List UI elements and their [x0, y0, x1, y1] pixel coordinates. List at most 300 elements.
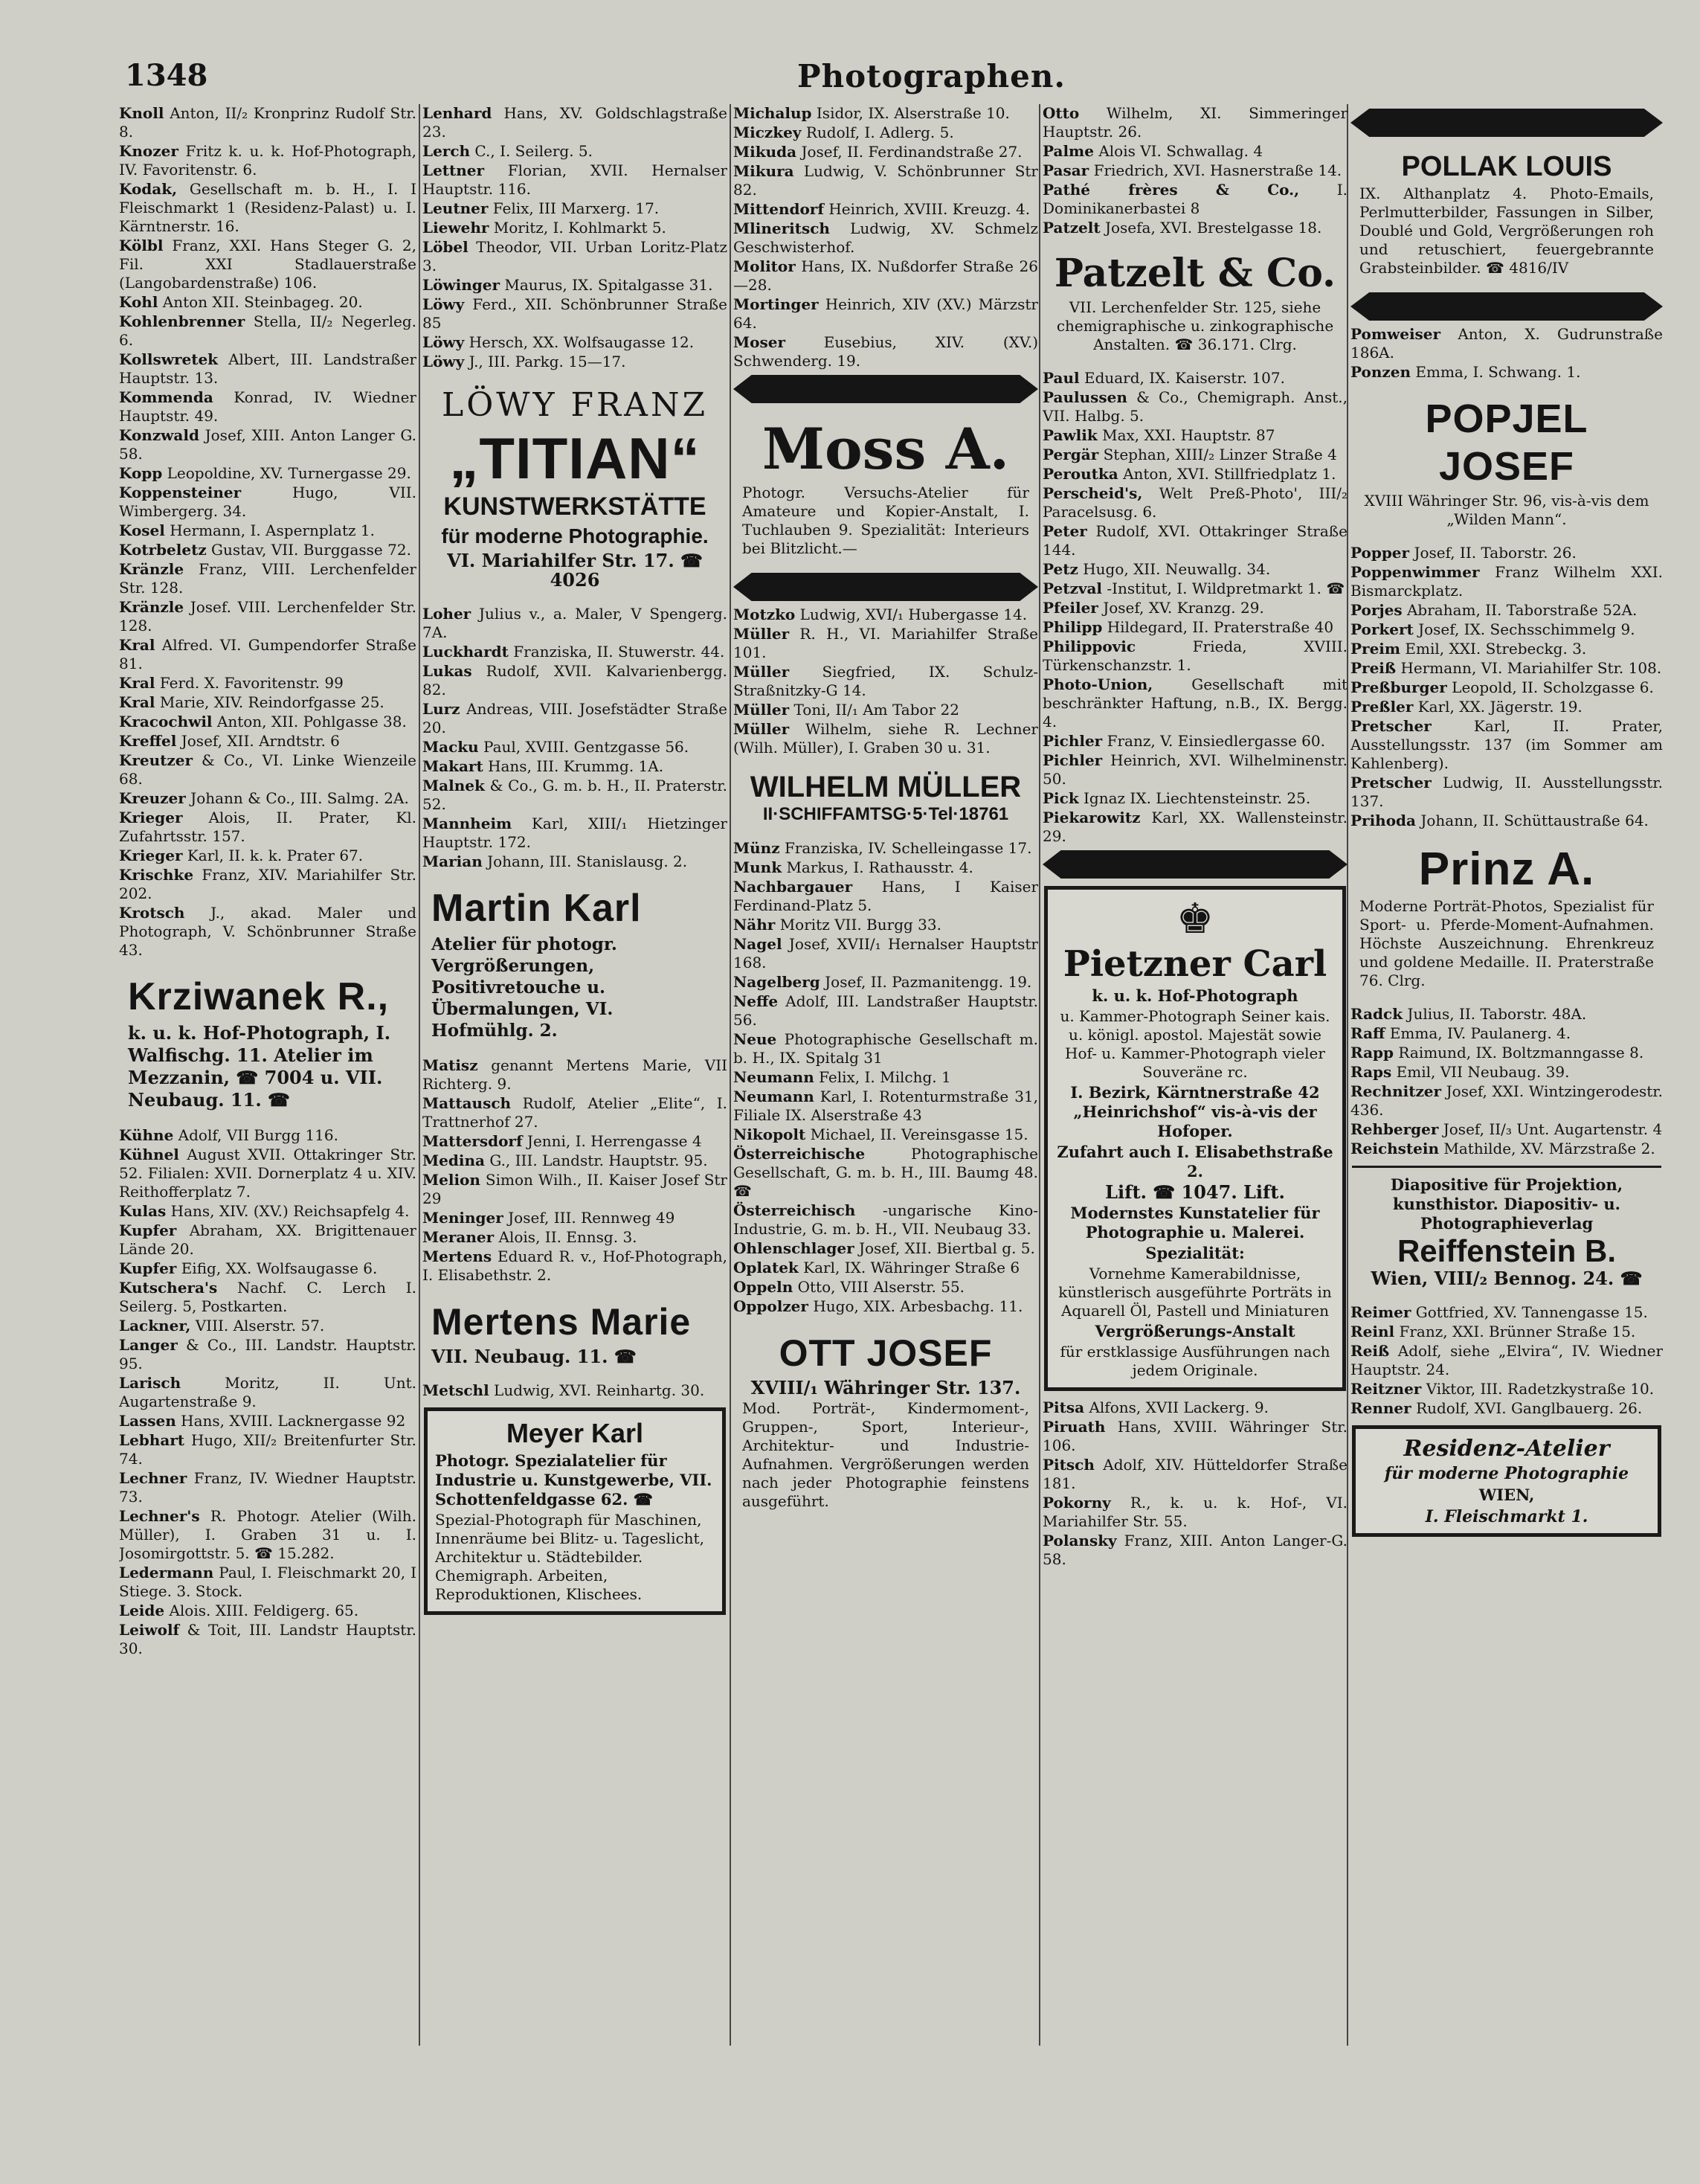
entry-name: Lerch [422, 142, 471, 160]
directory-entry [1043, 219, 1348, 237]
entry-name: Oppeln [733, 1278, 793, 1296]
directory-entry [1043, 599, 1348, 617]
column-4 [1043, 104, 1348, 2157]
entry-list [119, 1126, 416, 1658]
entry-name: Münz [733, 839, 780, 857]
entry-name: Mittendorf [733, 200, 824, 218]
ad-mertens [424, 1292, 726, 1374]
entry-details: Leopoldine, XV. Turnergasse 29. [167, 464, 411, 482]
directory-entry [119, 866, 416, 903]
directory-entry [1350, 717, 1663, 773]
ad-title: Mertens Marie [431, 1301, 692, 1343]
entry-details: & Co., VI. Linke Wienzeile 68. [119, 751, 416, 788]
entry-details: Adolf, VII Burgg 116. [178, 1126, 338, 1144]
directory-entry [733, 257, 1038, 295]
entry-name: Österreichisch [733, 1201, 856, 1219]
directory-entry [1350, 1120, 1663, 1139]
entry-name: Neumann [733, 1088, 814, 1105]
entry-name: Löwy [422, 295, 465, 313]
entry-name: Müller [733, 625, 790, 643]
ad-krziwanek [120, 967, 415, 1119]
ad-titian [424, 379, 726, 597]
directory-entry [119, 636, 416, 673]
entry-name: Poppenwimmer [1350, 563, 1480, 581]
ad-text: Photogr. Versuchs-Atelier für Amateure und Kopier-Anstalt, I. Tuchlauben 9. Spezialität: Interieurs bei Blitzlicht.— [742, 484, 1029, 557]
entry-details: Johann, III. Stanislausg. 2. [487, 852, 688, 870]
entry-name: Macku [422, 738, 479, 756]
ad-line: KUNSTWERKSTÄTTE [443, 492, 706, 521]
entry-name: Kral [119, 693, 155, 711]
directory-entry [733, 878, 1038, 915]
ad-address: I. Fleischmarkt 1. [1425, 1507, 1588, 1526]
entry-name: Kommenda [119, 388, 213, 406]
entry-details: Josef, XII. Arndtstr. 6 [181, 732, 340, 750]
entry-details: Mathilde, XV. Märzstraße 2. [1443, 1140, 1655, 1157]
ornament-bar [1350, 109, 1663, 137]
directory-entry [119, 904, 416, 960]
entry-name: Kosel [119, 521, 165, 539]
directory-entry [1350, 563, 1663, 600]
directory-entry [119, 464, 416, 483]
entry-details: G., III. Landstr. Hauptstr. 95. [489, 1152, 708, 1169]
entry-details: Andreas, VIII. Josefstädter Straße 20. [422, 700, 727, 736]
entry-name: Palme [1043, 142, 1094, 160]
column-5 [1350, 104, 1663, 2157]
entry-details: C., I. Seilerg. 5. [474, 142, 593, 160]
entry-name: Perscheid's, [1043, 484, 1143, 502]
directory-entry [1043, 388, 1348, 425]
directory-entry [119, 1202, 416, 1221]
directory-entry [1350, 659, 1663, 678]
entry-details: Siegfried, IX. Schulz-Straßnitzky-G 14. [733, 663, 1038, 699]
entry-details: Gustav, VII. Burggasse 72. [211, 541, 411, 559]
directory-entry [119, 789, 416, 808]
entry-name: Neumann [733, 1068, 814, 1086]
entry-list [1043, 104, 1348, 237]
entry-details: Ludwig, XVI. Reinhartg. 30. [494, 1381, 705, 1399]
ornament-bar [1043, 850, 1348, 879]
entry-name: Paul [1043, 369, 1080, 387]
entry-list [1043, 1398, 1348, 1569]
entry-name: Polansky [1043, 1532, 1117, 1549]
entry-name: Mannheim [422, 815, 512, 832]
entry-name: Rechnitzer [1350, 1082, 1442, 1100]
entry-details: Franz Wilhelm XXI. Bismarckplatz. [1350, 563, 1663, 600]
directory-entry [422, 1056, 727, 1093]
ad-line: VI. Mariahilfer Str. 17. ☎ 4026 [447, 550, 703, 591]
directory-entry [119, 388, 416, 425]
entry-details: Alois, II. Prater, Kl. Zufahrtsstr. 157. [119, 809, 416, 845]
entry-details: Gesellschaft mit beschränkter Haftung, n.B., IX. Bergg. 4. [1043, 675, 1348, 730]
directory-entry [733, 973, 1038, 992]
directory-entry [422, 1209, 727, 1227]
entry-list [733, 104, 1038, 370]
entry-name: Mattersdorf [422, 1132, 523, 1150]
entry-list [422, 605, 727, 871]
page-title: Photographen. [797, 58, 1066, 94]
entry-details: Konrad, IV. Wiedner Hauptstr. 49. [119, 388, 416, 425]
directory-entry [119, 1374, 416, 1411]
entry-details: VIII. Alserstr. 57. [195, 1317, 325, 1335]
entry-name: Meninger [422, 1209, 503, 1227]
directory-entry [422, 605, 727, 642]
entry-name: Ponzen [1350, 363, 1411, 381]
directory-entry [1350, 1303, 1663, 1322]
directory-entry [733, 143, 1038, 161]
entry-name: Reimer [1350, 1303, 1411, 1321]
entry-details: Adolf, XIV. Hütteldorfer Straße 181. [1043, 1456, 1348, 1492]
ad-moss [735, 411, 1037, 565]
entry-details: Albert, III. Landstraßer Hauptstr. 13. [119, 350, 416, 387]
entry-details: Rudolf, XVI. Ottakringer Straße 144. [1043, 522, 1348, 559]
entry-details: Anton, II/₂ Kronprinz Rudolf Str. 8. [119, 104, 416, 141]
directory-entry [422, 777, 727, 814]
entry-details: R. Photogr. Atelier (Wilh. Müller), I. Graben 31 u. I. Josomirgottstr. 5. ☎ 15.282. [119, 1507, 416, 1562]
entry-name: Reiß [1350, 1342, 1390, 1360]
entry-name: Krieger [119, 847, 183, 864]
entry-details: Franz, XIII. Anton Langer-G. 58. [1043, 1532, 1348, 1568]
entry-name: Knoll [119, 104, 164, 122]
entry-name: Löbel [422, 238, 469, 256]
directory-entry [1043, 560, 1348, 579]
entry-details: Hermann, VI. Mariahilfer Str. 108. [1400, 659, 1662, 677]
ad-text: Vornehme Kamerabildnisse, künstlerisch ausgeführte Porträts in Aquarell Öl, Pastell und Miniaturen [1058, 1265, 1332, 1320]
entry-details: Franz, V. Einsiedlergasse 60. [1107, 732, 1325, 750]
entry-details: Wilhelm, siehe R. Lechner (Wilh. Müller), I. Graben 30 u. 31. [733, 720, 1038, 757]
entry-list [422, 104, 727, 371]
directory-entry [1043, 809, 1348, 846]
entry-details: Hugo, XII. Neuwallg. 34. [1083, 560, 1271, 578]
entry-list [422, 1056, 727, 1285]
entry-details: Karl, II. Prater, Ausstellungsstr. 137 (im Sommer am Kahlenberg). [1350, 717, 1663, 772]
entry-name: Peter [1043, 522, 1087, 540]
directory-entry [119, 293, 416, 312]
entry-name: Müller [733, 720, 790, 738]
entry-details: Josef. VIII. Lerchenfelder Str. 128. [119, 598, 416, 635]
ad-title: Krziwanek R., [128, 975, 390, 1018]
entry-name: Ledermann [119, 1564, 214, 1581]
ad-pollak [1352, 144, 1661, 285]
ad-address: Wien, VIII/₂ Bennog. 24. ☎ [1371, 1268, 1643, 1289]
entry-details: Ludwig, II. Ausstellungsstr. 137. [1350, 774, 1663, 810]
entry-list [733, 839, 1038, 1316]
directory-entry [733, 333, 1038, 370]
directory-entry [422, 1171, 727, 1208]
directory-entry [119, 713, 416, 731]
directory-entry [733, 1259, 1038, 1277]
entry-details: Josef, XII. Biertbal g. 5. [858, 1239, 1035, 1257]
ad-meyer [424, 1407, 726, 1615]
ad-text: für moderne Photographie [1384, 1464, 1629, 1483]
entry-name: Marian [422, 852, 483, 870]
entry-details: Ludwig, V. Schönbrunner Str 82. [733, 162, 1038, 199]
entry-details: Otto, VIII Alserstr. 55. [797, 1278, 965, 1296]
entry-name: Neffe [733, 992, 779, 1010]
entry-name: Molitor [733, 257, 796, 275]
ad-text: Mod. Porträt-, Kindermoment-, Gruppen-, Sport, Interieur-, Architektur- und Industrie-Aufnahmen. Vergrößerungen werden nach jeder Photographie feinstens ausgeführt. [742, 1399, 1029, 1510]
entry-name: Krotsch [119, 904, 185, 922]
entry-details: Photographische Gesellschaft m. b. H., IX. Spitalg 31 [733, 1030, 1038, 1067]
entry-name: Lenhard [422, 104, 492, 122]
entry-name: Raps [1350, 1063, 1392, 1081]
entry-name: Koppensteiner [119, 484, 242, 501]
directory-entry [733, 992, 1038, 1030]
entry-details: Paul, XVIII. Gentzgasse 56. [483, 738, 689, 756]
entry-details: Moritz VII. Burgg 33. [779, 916, 941, 934]
entry-details: Ferd. X. Favoritenstr. 99 [159, 674, 344, 692]
entry-name: Pichler [1043, 751, 1103, 769]
entry-name: Patzelt [1043, 219, 1101, 237]
entry-name: Makart [422, 757, 483, 775]
entry-name: Larisch [119, 1374, 181, 1392]
entry-name: Leide [119, 1602, 165, 1619]
entry-details: & Co., Chemigraph. Anst., VII. Halbg. 5. [1043, 388, 1348, 425]
entry-details: Emil, VII Neubaug. 39. [1396, 1063, 1570, 1081]
entry-name: Löwy [422, 353, 465, 370]
entry-name: Kodak, [119, 180, 178, 198]
entry-details: Markus, I. Rathausstr. 4. [786, 858, 973, 876]
entry-details: Karl, XIII/₁ Hietzinger Hauptstr. 172. [422, 815, 727, 851]
entry-details: Rudolf, XVII. Kalvarienbergg. 82. [422, 662, 727, 698]
directory-entry [119, 350, 416, 388]
entry-details: Johann & Co., III. Salmg. 2A. [190, 789, 409, 807]
entry-name: Lurz [422, 700, 460, 718]
directory-entry [1043, 1494, 1348, 1531]
entry-details: Theodor, VII. Urban Loritz-Platz 3. [422, 238, 727, 274]
entry-details: Franziska, IV. Schelleingasse 17. [784, 839, 1032, 857]
entry-details: Franz, XXI. Brünner Straße 15. [1399, 1323, 1636, 1340]
entry-name: Nagelberg [733, 973, 820, 991]
directory-entry [733, 625, 1038, 662]
entry-name: Müller [733, 663, 790, 681]
entry-details: Josef, II/₃ Unt. Augartenstr. 4 [1443, 1120, 1663, 1138]
directory-entry [1350, 1063, 1663, 1082]
ad-prinz [1352, 838, 1661, 998]
entry-details: Josef, II. Pazmanitengg. 19. [825, 973, 1032, 991]
entry-details: Anton XII. Steinbageg. 20. [162, 293, 363, 311]
directory-entry [1043, 1418, 1348, 1455]
entry-name: Pichler [1043, 732, 1103, 750]
directory-entry [733, 1278, 1038, 1297]
ad-title: Meyer Karl [506, 1418, 644, 1448]
entry-details: Felix, III Marxerg. 17. [492, 199, 660, 217]
entry-details: Maurus, IX. Spitalgasse 31. [504, 276, 713, 294]
entry-name: Pretscher [1350, 717, 1432, 735]
entry-details: Welt Preß-Photo', III/₂ Paracelsusg. 6. [1043, 484, 1348, 521]
directory-entry [733, 916, 1038, 934]
directory-entry [733, 663, 1038, 700]
directory-entry [733, 200, 1038, 219]
entry-details: Emil, XXI. Strebeckg. 3. [1405, 640, 1587, 658]
entry-name: Kulas [119, 1202, 167, 1220]
entry-name: Lechner [119, 1469, 187, 1487]
entry-details: Michael, II. Vereinsgasse 15. [810, 1125, 1028, 1143]
ad-title: Residenz-Atelier [1403, 1436, 1610, 1462]
ad-text: VII. Lerchenfelder Str. 125, siehe chemigraphische u. zinkographische Anstalten. ☎ 36.171. Clrg. [1056, 298, 1334, 353]
entry-name: Langer [119, 1336, 178, 1354]
directory-entry [422, 199, 727, 218]
directory-entry [119, 1412, 416, 1430]
directory-entry [1350, 678, 1663, 697]
entry-list [1350, 544, 1663, 830]
entry-details: Toni, II/₁ Am Tabor 22 [793, 701, 959, 719]
entry-name: Preßburger [1350, 678, 1447, 696]
entry-details: & Co., G. m. b. H., II. Praterstr. 52. [422, 777, 727, 813]
ad-title: Pietzner Carl [1063, 943, 1327, 985]
entry-details: Eduard R. v., Hof-Photograph, I. Elisabethstr. 2. [422, 1247, 727, 1284]
directory-entry [733, 1145, 1038, 1201]
entry-name: Pomweiser [1350, 325, 1441, 343]
entry-details: Moritz, II. Unt. Augartenstraße 9. [119, 1374, 416, 1410]
entry-details: Max, XXI. Hauptstr. 87 [1102, 426, 1275, 444]
entry-name: Krieger [119, 809, 183, 826]
entry-details: Friedrich, XVI. Hasnerstraße 14. [1093, 161, 1342, 179]
entry-details: Adolf, siehe „Elvira“, IV. Wiedner Hauptstr. 24. [1350, 1342, 1663, 1378]
ad-pietzner [1044, 886, 1346, 1391]
ad-line: für moderne Photographie. [441, 524, 709, 547]
entry-details: August XVII. Ottakringer Str. 52. Filialen: XVII. Dornerplatz 4 u. XIV. Reithofferplatz 7. [119, 1146, 416, 1201]
directory-entry [422, 643, 727, 661]
entry-details: Heinrich, XVIII. Kreuzg. 4. [828, 200, 1031, 218]
entry-details: Hans, I Kaiser Ferdinand-Platz 5. [733, 878, 1038, 914]
directory-entry [422, 815, 727, 852]
directory-entry [1350, 1024, 1663, 1043]
ornament-bar [733, 573, 1038, 601]
directory-entry [422, 738, 727, 757]
ad-text: VII. Neubaug. 11. ☎ [431, 1346, 637, 1367]
ad-wilhelm-mueller [735, 765, 1037, 832]
entry-details: & Toit, III. Landstr Hauptstr. 30. [119, 1621, 416, 1657]
ad-heading: Spezialität: [1145, 1244, 1245, 1262]
entry-name: Mlineritsch [733, 219, 830, 237]
entry-details: Rudolf, Atelier „Elite“, I. Trattnerhof 27. [422, 1094, 727, 1131]
directory-entry [1043, 789, 1348, 808]
directory-entry [1043, 181, 1348, 218]
directory-entry [733, 1030, 1038, 1067]
entry-details: Ignaz IX. Liechtensteinstr. 25. [1084, 789, 1311, 807]
directory-entry [733, 1088, 1038, 1125]
entry-details: Emma, IV. Paulanerg. 4. [1389, 1024, 1571, 1042]
entry-name: Piekarowitz [1043, 809, 1141, 826]
directory-entry [1350, 620, 1663, 639]
entry-details: Frieda, XVIII. Türkenschanzstr. 1. [1043, 637, 1348, 674]
directory-entry [1043, 161, 1348, 180]
entry-name: Luckhardt [422, 643, 509, 661]
entry-details: -ungarische Kino-Industrie, G. m. b. H., VII. Neubaug 33. [733, 1201, 1038, 1238]
directory-entry [119, 560, 416, 597]
entry-name: Preim [1350, 640, 1401, 658]
directory-entry [733, 1125, 1038, 1144]
directory-entry [1043, 426, 1348, 445]
directory-entry [733, 162, 1038, 199]
entry-name: Lebhart [119, 1431, 185, 1449]
entry-name: Lukas [422, 662, 472, 680]
directory-entry [1043, 446, 1348, 464]
entry-name: Reichstein [1350, 1140, 1440, 1157]
directory-entry [1350, 698, 1663, 716]
entry-name: Kreuzer [119, 789, 186, 807]
entry-details: Wilhelm, XI. Simmeringer Hauptstr. 26. [1043, 104, 1348, 141]
entry-details: Josef, III. Rennweg 49 [508, 1209, 675, 1227]
entry-list [1350, 1303, 1663, 1418]
entry-name: Konzwald [119, 426, 199, 444]
entry-name: Kühne [119, 1126, 174, 1144]
entry-name: Raff [1350, 1024, 1385, 1042]
entry-details: Julius v., a. Maler, V Spengerg. 7A. [422, 605, 727, 641]
entry-details: Anton, X. Gudrunstraße 186A. [1350, 325, 1663, 362]
directory-entry [422, 142, 727, 161]
entry-name: Nachbargauer [733, 878, 853, 896]
page-number: 1348 [125, 58, 208, 93]
directory-entry [1043, 675, 1348, 731]
entry-name: Michalup [733, 104, 812, 122]
column-3 [733, 104, 1038, 2157]
directory-entry [119, 1621, 416, 1658]
entry-name: Pretscher [1350, 774, 1432, 791]
directory-entry [733, 1239, 1038, 1258]
entry-name: Kotrbeletz [119, 541, 207, 559]
entry-details: R., k. u. k. Hof-, VI. Mariahilfer Str. 55. [1043, 1494, 1348, 1530]
directory-entry [119, 1564, 416, 1601]
entry-name: Pokorny [1043, 1494, 1111, 1512]
entry-name: Photo-Union, [1043, 675, 1153, 693]
directory-entry [119, 847, 416, 865]
entry-details: Franz, IV. Wiedner Hauptstr. 73. [119, 1469, 416, 1506]
directory-entry [733, 295, 1038, 333]
ad-address: I. Bezirk, Kärntnerstraße 42 „Heinrichshof“ vis-à-vis der Hofoper. [1070, 1083, 1320, 1140]
entry-name: Kohl [119, 293, 158, 311]
ad-residenz [1352, 1425, 1661, 1537]
entry-name: Kühnel [119, 1146, 179, 1163]
ad-text: Moderne Porträt-Photos, Spezialist für Sport- u. Pferde-Moment-Aufnahmen. Höchste Auszeichnung. Ehrenkreuz und goldene Medaille. II. Praterstraße 76. Clrg. [1359, 897, 1654, 989]
directory-entry [1043, 465, 1348, 484]
ad-address: XVIII/₁ Währinger Str. 137. [750, 1377, 1021, 1398]
entry-details: Leopold, II. Scholzgasse 6. [1452, 678, 1654, 696]
entry-details: Rudolf, I. Adlerg. 5. [805, 123, 954, 141]
entry-name: Kracochwil [119, 713, 213, 730]
entry-name: Kränzle [119, 598, 184, 616]
entry-details: Abraham, XX. Brigittenauer Lände 20. [119, 1221, 416, 1258]
entry-details: Karl, IX. Währinger Straße 6 [803, 1259, 1020, 1276]
entry-details: Josef, XV. Kranzg. 29. [1103, 599, 1264, 617]
entry-name: Pitsa [1043, 1398, 1085, 1416]
directory-entry [422, 161, 727, 199]
entry-details: -Institut, I. Wildpretmarkt 1. ☎ [1107, 579, 1345, 597]
entry-details: Julius, II. Taborstr. 48A. [1407, 1005, 1587, 1023]
entry-name: Löwinger [422, 276, 500, 294]
directory-entry [1043, 484, 1348, 521]
directory-entry [119, 751, 416, 789]
entry-name: Pawlik [1043, 426, 1098, 444]
column-divider [1039, 104, 1040, 2046]
directory-entry [422, 1228, 727, 1247]
directory-entry [1350, 1082, 1663, 1120]
entry-name: Kopp [119, 464, 163, 482]
entry-details: Eduard, IX. Kaiserstr. 107. [1084, 369, 1285, 387]
entry-name: Kral [119, 636, 155, 654]
entry-name: Medina [422, 1152, 485, 1169]
entry-list [1350, 1005, 1663, 1158]
entry-name: Kutschera's [119, 1279, 218, 1297]
ad-heading: Vergrößerungs-Anstalt [1095, 1322, 1295, 1340]
entry-name: Mikura [733, 162, 794, 180]
directory-entry [422, 1094, 727, 1131]
entry-name: Kreffel [119, 732, 177, 750]
entry-name: Neue [733, 1030, 777, 1048]
entry-details: J., akad. Maler und Photograph, V. Schönbrunner Straße 43. [119, 904, 416, 959]
entry-details: Hugo, XIX. Arbesbachg. 11. [813, 1297, 1023, 1315]
directory-entry [119, 104, 416, 141]
